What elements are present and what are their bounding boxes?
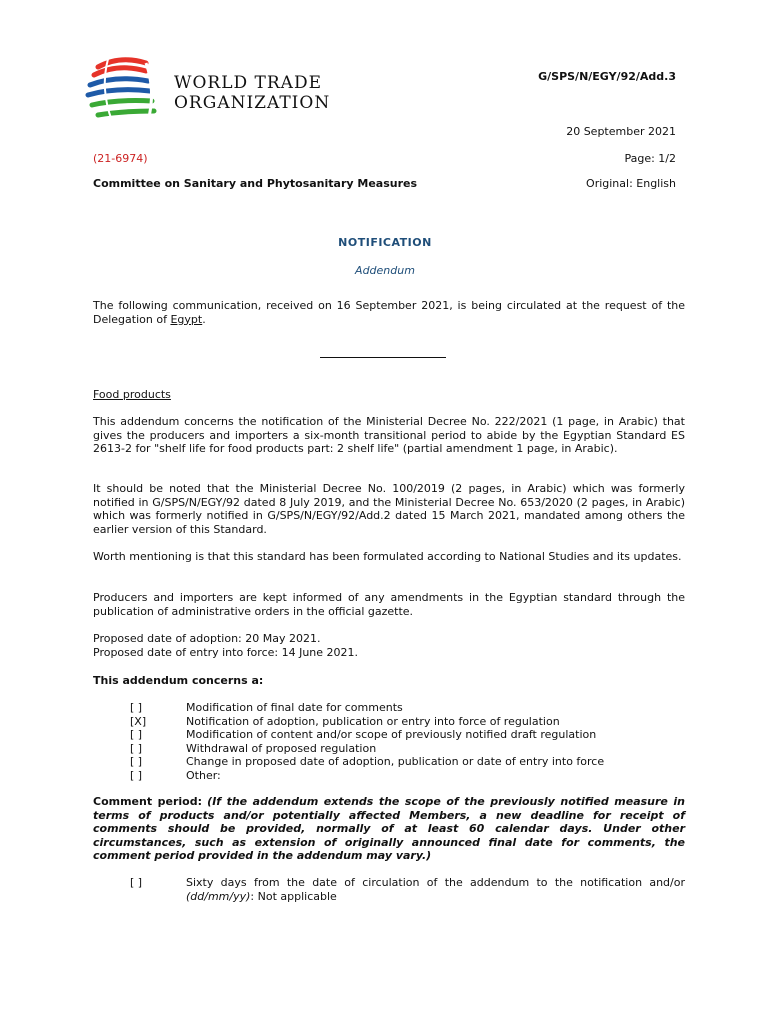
notification-subtitle: Addendum [355,264,415,277]
comment-period-option-text [186,876,685,903]
checklist-item [130,755,604,769]
concerns-heading: This addendum concerns a: [93,674,264,687]
document-date: 20 September 2021 [566,125,676,138]
checkbox-marker: [X] [130,714,147,728]
checkbox-marker: [ ] [130,876,143,889]
checklist-label: Modification of final date for comments [186,701,403,714]
section-heading: Food products [93,388,171,401]
org-name-line1: WORLD TRADE [174,73,322,93]
checkbox-marker: [ ] [130,741,143,755]
entry-into-force-date: Proposed date of entry into force: 14 June 2021. [93,646,359,659]
intro-end: . [202,312,206,326]
intro-text: The following communication, received on 16 September 2021, is being circulated at the request of the Delegation of [93,299,685,326]
checkbox-marker: [ ] [130,701,143,714]
paragraph-4: Producers and importers are kept informed of any amendments in the Egyptian standard through the publication of administrative orders in the official gazette. [93,591,685,618]
org-name [174,73,330,113]
checklist-label: Notification of adoption, publication or entry into force of regulation [186,714,560,728]
checklist-item [130,715,604,729]
comment-period-paragraph [93,795,685,863]
checklist-item [130,769,604,783]
option-text: Sixty days from the date of circulation of the addendum to the notification and/or [186,876,685,889]
comment-period-label: Comment period: [93,795,202,808]
checkbox-marker: [ ] [130,728,143,741]
page-count: Page: 1/2 [624,152,676,165]
comment-period-option [130,876,685,903]
checklist-label: Change in proposed date of adoption, publication or date of entry into force [186,755,605,768]
comment-period-text: (If the addendum extends the scope of the previously notified measure in terms of products and/or potentially affected Members, a new deadline for receipt of comments should be provided, normally of at least 60 calendar days. Under other circumstances, such as extension of originally announced final date for comments, the comment period provided in the addendum may vary.) [93,795,686,862]
option-date-format: (dd/mm/yy) [186,889,251,903]
checklist-label: Modification of content and/or scope of previously notified draft regulation [186,728,597,741]
checklist-item [130,701,604,715]
notification-title: NOTIFICATION [338,236,432,249]
org-name-line2: ORGANIZATION [174,93,331,113]
separator-rule [320,357,446,358]
adoption-date: Proposed date of adoption: 20 May 2021. [93,632,321,645]
reference-number: (21-6974) [93,152,148,165]
checklist-item [130,742,604,756]
paragraph-3: Worth mentioning is that this standard has been formulated according to National Studies and its updates. [93,550,682,563]
checkbox-marker: [ ] [130,755,143,768]
document-symbol: G/SPS/N/EGY/92/Add.3 [538,70,676,83]
original-language: Original: English [586,177,676,190]
checklist-label: Other: [186,768,221,782]
intro-country: Egypt [170,312,203,326]
checklist-item [130,728,604,742]
intro-paragraph [93,299,685,326]
wto-logo [84,55,334,127]
option-value: : Not applicable [250,889,337,903]
paragraph-2: It should be noted that the Ministerial Decree No. 100/2019 (2 pages, in Arabic) which was formerly notified in G/SPS/N/EGY/92 dated 8 July 2019, and the Ministerial Decree No. 653/2020 (2 pages, in Arabic) which was formerly notified in G/SPS/N/EGY/92/Add.2 dated 15 March 2021, mandated among others the earlier version of this Standard. [93,482,685,536]
wto-emblem-icon [84,55,170,127]
checkbox-marker: [ ] [130,768,143,782]
checklist-label: Withdrawal of proposed regulation [186,741,377,755]
paragraph-1: This addendum concerns the notification of the Ministerial Decree No. 222/2021 (1 page, in Arabic) that gives the producers and importers a six-month transitional period to abide by the Egyptian Standard ES 2613-2 for "shelf life for food products part: 2 shelf life" (partial amendment 1 page, in Arabic). [93,415,685,455]
addendum-checklist [130,701,604,782]
committee-name: Committee on Sanitary and Phytosanitary Measures [93,177,418,190]
